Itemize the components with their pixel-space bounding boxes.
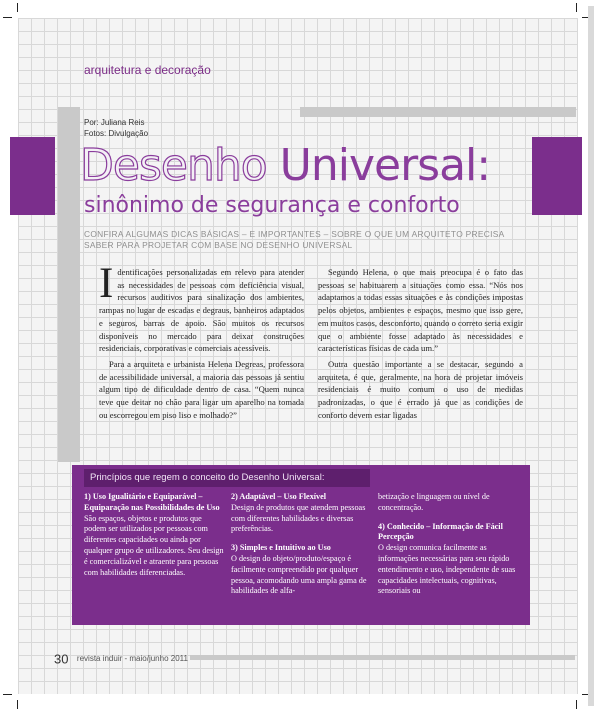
header-gray-bar (58, 107, 80, 462)
title-part2: Universal: (279, 140, 491, 191)
crop-mark (576, 700, 577, 709)
principles-column-1 (84, 492, 225, 586)
principles-column-2 (231, 492, 372, 605)
section-label: arquitetura e decoração (84, 63, 211, 77)
crop-mark (17, 3, 18, 12)
principle-heading: 1) Uso Igualitário e Equiparável – Equiparação nas Possibilidades de Uso (84, 492, 220, 512)
header-gray-bar-top (58, 107, 80, 117)
body-paragraph: Segundo Helena, o que mais preocupa é o fato das pessoas se habituarem a situações como essa. “Nós nos adaptamos a todas essas situações e às condições impostas pelos objetos, ambientes e espaços, mesmo que isso gere, em muitos casos, desconforto, quando o correto seria exigir que o ambiente fosse adaptado às necessidades e características físicas de cada um.” (318, 267, 523, 354)
page-edge-shadow (588, 6, 594, 706)
principle-heading: 3) Simples e Intuitivo ao Uso (231, 543, 331, 553)
page-number: 30 (54, 651, 69, 667)
crop-mark (17, 700, 18, 709)
byline-photos: Fotos: Divulgação (84, 129, 149, 138)
body-column-1 (99, 260, 304, 424)
principle-text: Design de produtos que atendem pessoas com diferentes habilidades e diversas preferências. (231, 502, 366, 534)
crop-mark (3, 17, 12, 18)
magazine-issue: revista induir - maio/junho 2011 (76, 654, 188, 664)
principles-box-header: Princípios que regem o conceito do Desenho Universal: (84, 469, 370, 487)
principle-text-continuation: betização e linguagem ou nível de concentração. (378, 492, 490, 512)
article-subtitle: sinônimo de segurança e conforto (84, 193, 460, 218)
article-title (80, 140, 490, 192)
title-part1: Desenho (80, 140, 267, 191)
body-paragraph (99, 260, 304, 355)
crop-mark (3, 694, 12, 695)
crop-mark (576, 3, 577, 12)
left-purple-tab (10, 137, 55, 215)
principle-heading: 2) Adaptável – Uso Flexível (231, 492, 327, 501)
page-footer (54, 650, 188, 668)
footer-gray-bar (190, 655, 575, 660)
principle-text: O design comunica facilmente as informações necessárias para seu rápido entendimento e uso, independente de suas capacidades intelectuais, cognitivas, sensoriais ou (378, 543, 516, 596)
body-column-2 (318, 266, 523, 424)
body-paragraph: Outra questão importante a se destacar, segundo a arquiteta, é que, geralmente, na hora de projetar imóveis residenciais é muito comum o uso de medidas padronizadas, o que é errado já que as condições de conforto devem estar ligadas (318, 358, 523, 420)
body-paragraph-text: dentificações personalizadas em relevo para atender as necessidades de pessoas com deficiência visual, recursos auditivos para sinalização dos ambientes, rampas no lugar de escadas e degraus, banheiros adaptados e seguros, barras de apoio. São muitos os recursos disponíveis no mercado para deixar construções residenciais, corporativas e comerciais acessíveis. (99, 267, 304, 354)
principle-text: O design do objeto/produto/espaço é facilmente compreendido por qualquer pessoa, acomodando uma ampla gama de habilidades de alfa- (231, 553, 367, 596)
drop-cap: I (99, 260, 114, 307)
byline-author: Por: Juliana Reis (84, 118, 145, 127)
principle-text: São espaços, objetos e produtos que podem ser utilizados por pessoas com diferentes capacidades ou ainda por qualquer grupo de utilizadores. Seu design é comercializável e atraente para pessoas com habilidades diferenciadas. (84, 513, 224, 577)
principle-heading: 4) Conhecido – Informação de Fácil Percepção (378, 521, 503, 542)
header-gray-bar-right (300, 107, 576, 117)
article-lead: CONFIRA ALGUMAS DICAS BÁSICAS – E IMPORTANTES – SOBRE O QUE UM ARQUITETO PRECISA SABER PARA PROJETAR COM BASE NO DESENHO UNIVERSAL (84, 229, 505, 250)
body-paragraph: Para a arquiteta e urbanista Helena Degreas, professora de acessibilidade universal, a maioria das pessoas já sentiu algum tipo de dificuldade dentro de casa. “Quem nunca teve que deitar no chão para ligar um aparelho na tomada ou escorregou em piso liso e molhado?” (99, 358, 304, 420)
right-purple-tab (532, 137, 582, 215)
principles-column-3 (378, 492, 519, 605)
byline (84, 117, 148, 139)
